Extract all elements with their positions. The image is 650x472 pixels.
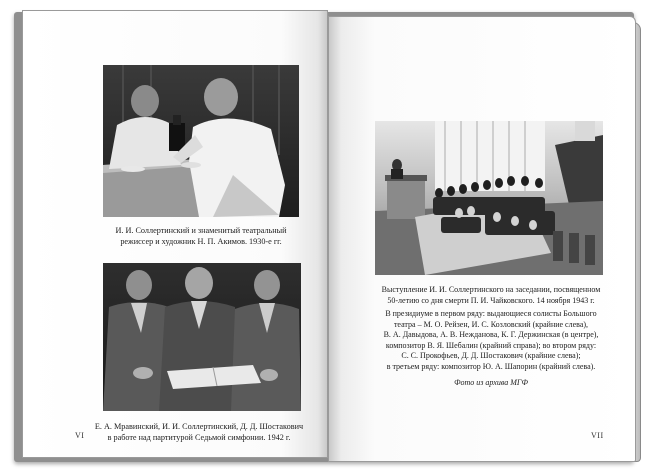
photo-mravinsky-sollertinsky-shostakovich [103,263,301,411]
caption-top-line-2: режиссер и художник Н. П. Акимов. 1930-е гг. [120,237,282,246]
photo-tchaikovsky-meeting [375,121,603,275]
photo-sollertinsky-akimov-image [103,65,299,217]
caption-detail-line-3: В. А. Давыдова, А. В. Нежданова, К. Г. Держинская (в центре), [383,330,599,340]
caption-bottom-line-1: Е. А. Мравинский, И. И. Соллертинский, Д. Д. Шостакович [94,422,304,431]
folio-right: VII [591,431,604,440]
caption-detail-line-1: В президиуме в первом ряду: выдающиеся солисты Большого [385,309,597,318]
caption-meeting-main [359,285,623,306]
caption-meeting-line-2: 50-летию со дня смерти П. И. Чайковского. 14 ноября 1943 г. [387,295,595,305]
caption-meeting-line-1: Выступление И. И. Соллертинского на заседании, посвященном [381,285,601,294]
photo-sollertinsky-akimov [103,65,299,217]
photo-credit [359,377,623,388]
caption-detail-line-5: С. С. Прокофьев, Д. Д. Шостакович (крайние слева); [401,351,581,361]
photo-three-men-image [103,263,301,411]
photo-credit-text: Фото из архива МГФ [454,378,528,387]
caption-top-line-1: И. И. Соллертинский и знаменитый театральный [115,226,287,235]
caption-top-photo [53,225,349,247]
book [14,10,638,464]
caption-detail-line-6: в третьем ряду: композитор Ю. А. Шапорин (крайний слева). [386,361,596,371]
right-page [328,16,636,462]
caption-bottom-line-2: в работе над партитурой Седьмой симфонии. 1942 г. [107,433,291,442]
caption-detail-line-4: композитор В. Я. Шебалин (крайний справа); во втором ряду: [385,340,597,350]
photo-meeting-hall-image [375,121,603,275]
left-page [22,10,328,458]
caption-bottom-photo [49,421,349,443]
caption-meeting-detail [355,309,627,373]
folio-left: VI [75,431,85,440]
caption-detail-line-2: театра – М. О. Рейзен, И. С. Козловский (крайние слева), [393,319,589,329]
